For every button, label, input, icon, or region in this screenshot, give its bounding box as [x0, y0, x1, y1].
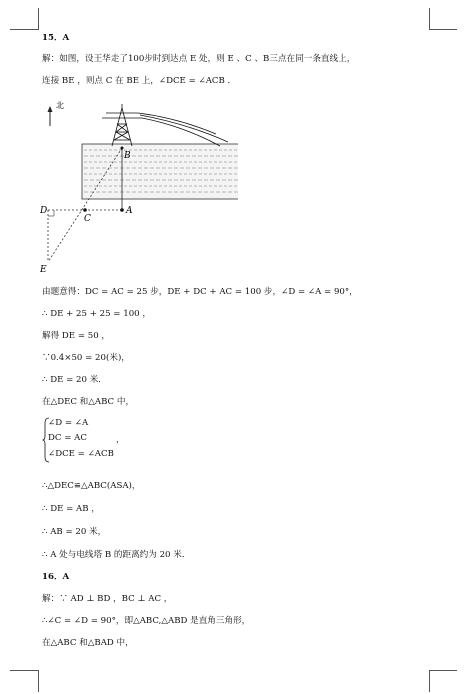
crop-mark-bottom-right-h [429, 670, 457, 671]
system-end-comma: ， [116, 435, 125, 445]
q15-step-1: 由题意得：DC = AC = 25 步，DE + DC + AC = 100 步，∠D = ∠A = 90°， [42, 287, 358, 297]
q15-line2: 连接 BE ，则点 C 在 BE 上，∠DCE = ∠ACB ． [42, 76, 237, 86]
label-E: E [40, 265, 47, 275]
crop-mark-top-right-h [429, 29, 457, 30]
label-A: A [126, 206, 133, 216]
point-A [120, 208, 124, 212]
q15-conclusion-3: ∴ AB = 20 米， [42, 527, 107, 537]
north-label: 北 [56, 101, 64, 110]
q15-conclusion-4: ∴ A 处与电线塔 B 的距离约为 20 米． [42, 550, 191, 560]
q16-line3: 在△ABC 和△BAD 中， [42, 638, 134, 648]
north-arrowhead-icon [48, 106, 53, 112]
crop-mark-top-left [38, 8, 39, 30]
crop-mark-bottom-right [429, 670, 430, 692]
point-B [121, 147, 124, 150]
q15-conclusion-2: ∴ DE = AB ， [42, 504, 100, 514]
system-row-2: DC = AC [48, 433, 87, 443]
q16-line2: ∴∠C = ∠D = 90°，即△ABC,△ABD 是直角三角形， [42, 616, 251, 626]
q15-step-3: 解得 DE = 50 ， [42, 331, 111, 341]
label-C: C [84, 214, 91, 224]
q15-figure [38, 96, 238, 276]
system-row-1: ∠D = ∠A [48, 418, 89, 428]
q15-step-5: ∴ DE = 20 米． [42, 375, 107, 385]
crop-mark-top-right [429, 8, 430, 30]
q15-step-6: 在△DEC 和△ABC 中， [42, 397, 135, 407]
water-region [82, 144, 238, 199]
crop-mark-bottom-left-h [10, 670, 38, 671]
q15-conclusion-1: ∴△DEC≌△ABC(ASA)， [42, 481, 141, 491]
crop-mark-top-left-h [10, 29, 38, 30]
system-row-3: ∠DCE = ∠ACB [48, 449, 114, 459]
q16-number: 16．A [42, 572, 70, 582]
point-C [83, 208, 87, 212]
q16-line1: 解：∵ AD ⊥ BD ，BC ⊥ AC ， [42, 594, 173, 604]
crop-mark-bottom-left [38, 670, 39, 692]
label-D: D [40, 206, 48, 216]
q15-step-4: ∵0.4×50 = 20(米)， [42, 353, 130, 363]
label-B: B [124, 151, 131, 161]
power-tower-icon [102, 104, 228, 146]
q15-number: 15．A [42, 33, 70, 43]
q15-line1: 解：如图，设王华走了100步时到达点 E 处，则 E 、C 、B三点在同一条直线上， [42, 54, 356, 64]
q15-step-2: ∴ DE + 25 + 25 = 100 ， [42, 309, 151, 319]
